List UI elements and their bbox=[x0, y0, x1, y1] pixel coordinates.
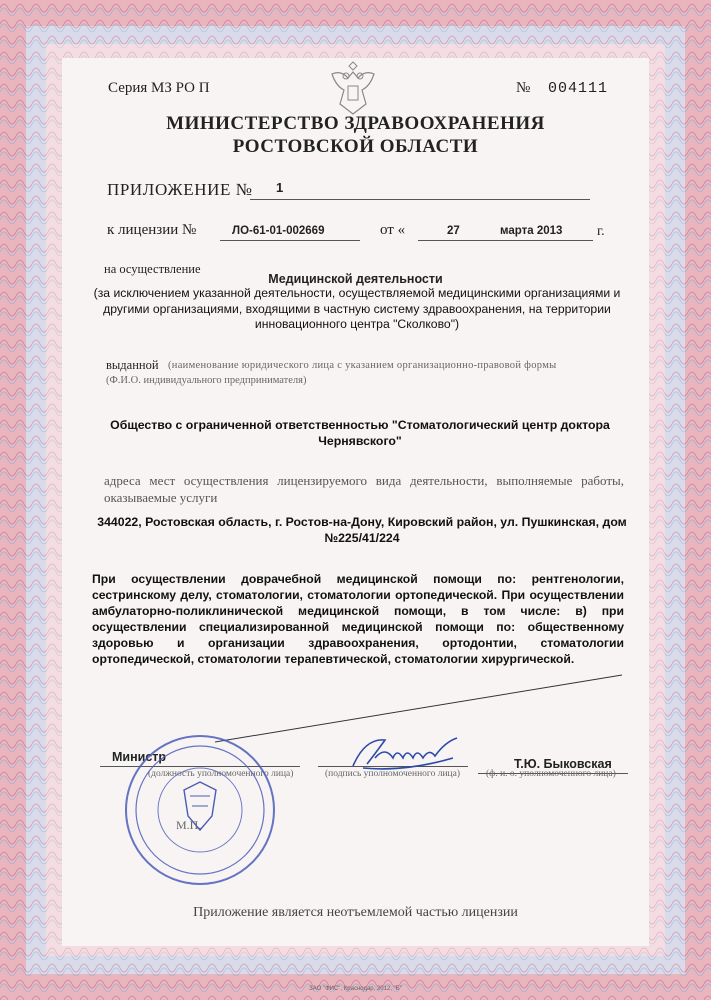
name-hint: (ф. и. о. уполномоченного лица) bbox=[486, 769, 616, 779]
print-info: ЗАО "ФИС", Краснодар, 2012, "Б" bbox=[309, 986, 402, 992]
ministry-title: МИНИСТЕРСТВО ЗДРАВООХРАНЕНИЯ bbox=[166, 113, 545, 134]
address-value: 344022, Ростовская область, г. Ростов-на-Дону, Кировский район, ул. Пушкинская, дом №225/41/224 bbox=[97, 515, 627, 545]
issued-hint-1: (наименование юридического лица с указанием организационно-правовой формы bbox=[168, 360, 557, 371]
region-title: РОСТОВСКОЙ ОБЛАСТИ bbox=[232, 136, 479, 157]
license-prefix: к лицензии № bbox=[107, 222, 197, 238]
license-day: 27 bbox=[447, 225, 460, 237]
issued-label: выданной bbox=[106, 358, 159, 372]
activity-label: на осуществление bbox=[104, 262, 201, 276]
footer-note: Приложение является неотъемлемой частью лицензии bbox=[193, 905, 518, 920]
official-stamp bbox=[120, 730, 280, 890]
stamp-mark: М.П. bbox=[176, 818, 202, 832]
license-number: ЛО-61-01-002669 bbox=[232, 225, 325, 237]
signer-position: Министр bbox=[112, 750, 167, 764]
activity-name: Медицинской деятельности bbox=[268, 272, 443, 286]
appendix-label: ПРИЛОЖЕНИЕ № bbox=[107, 180, 253, 199]
license-from: от « bbox=[380, 222, 406, 238]
organization-name: Общество с ограниченной ответственностью "Стоматологический центр доктора Чернявского" bbox=[110, 418, 610, 448]
address-label: адреса мест осуществления лицензируемого вида деятельности, выполняемые работы, оказываемые услуги bbox=[104, 473, 624, 505]
signature-hint: (подпись уполномоченного лица) bbox=[325, 769, 461, 779]
series-label: Серия МЗ РО П bbox=[108, 80, 210, 96]
position-hint: (должность уполномоченного лица) bbox=[148, 769, 294, 779]
activity-note: (за исключением указанной деятельности, осуществляемой медицинскими организациями и другими организациями, входящими в частную систему здравоохранения, на территории инновационного центра "Сколково") bbox=[93, 286, 621, 331]
signer-name: Т.Ю. Быковская bbox=[514, 757, 612, 771]
license-month-year: марта 2013 bbox=[500, 225, 563, 237]
issued-hint-2: (Ф.И.О. индивидуального предпринимателя) bbox=[106, 375, 307, 386]
appendix-number: 1 bbox=[276, 180, 284, 195]
license-year-suffix: г. bbox=[597, 224, 605, 239]
number-sign: № bbox=[516, 80, 531, 96]
form-number: 004111 bbox=[548, 80, 609, 97]
services-text: При осуществлении доврачебной медицинской помощи по: рентгенологии, сестринскому делу, стоматологии, стоматологии ортопедической. При осуществлении амбулаторно-поликлинической медицинской помощи, в том числе: в) при осуществлении специализированной медицинской помощи по: общественному здоровью и организации здравоохранения, ортодонтии, стоматологии ортопедической, стоматологии терапевтической, стоматологии хирургической. bbox=[92, 572, 624, 666]
